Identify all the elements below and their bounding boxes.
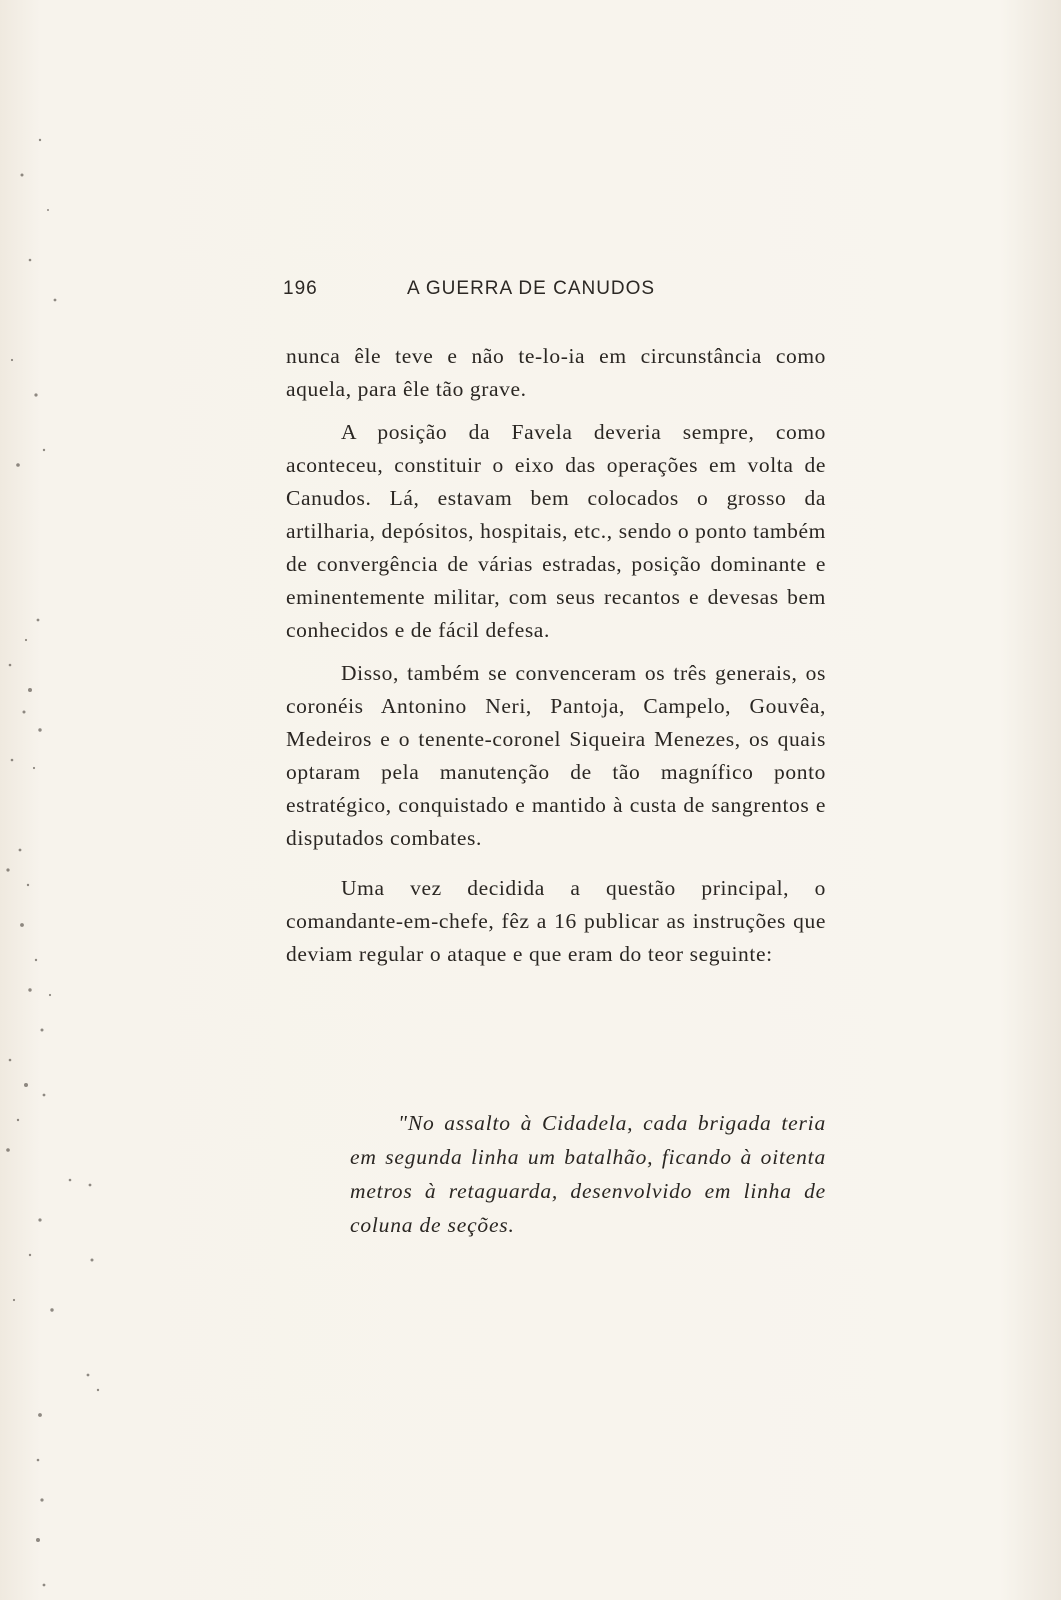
block-quote: "No assalto à Cidadela, cada brigada teria em segunda linha um batalhão, ficando à oitenta metros à retaguarda, desenvolvido em linha de coluna de seções. [350,1110,826,1237]
paragraph-2: A posição da Favela deveria sempre, como aconteceu, constituir o eixo das operações em volta de Canudos. Lá, estavam bem colocados o grosso da artilharia, depósitos, hospitais, etc., sendo o ponto também de convergência de várias estradas, posição dominante e eminentemente militar, com seus recantos e devesas bem conhecidos e de fácil defesa. [286,420,826,642]
paragraph-4: Uma vez decidida a questão principal, o comandante-em-chefe, fêz a 16 publicar as instruções que deviam regular o ataque e que eram do teor seguinte: [286,876,826,966]
paragraph-3: Disso, também se convenceram os três generais, os coronéis Antonino Neri, Pantoja, Campelo, Gouvêa, Medeiros e o tenente-coronel Siqueira Menezes, os quais optaram pela manutenção de tão magnífico ponto estratégico, conquistado e mantido à custa de sangrentos e disputados combates. [286,661,826,850]
running-title: A GUERRA DE CANUDOS [407,278,656,299]
page-edge-specks [0,0,110,1600]
paragraph-1: nunca êle teve e não te-lo-ia em circunstância como aquela, para êle tão grave. [286,344,826,401]
body-text [286,340,826,971]
page-number: 196 [283,278,318,299]
